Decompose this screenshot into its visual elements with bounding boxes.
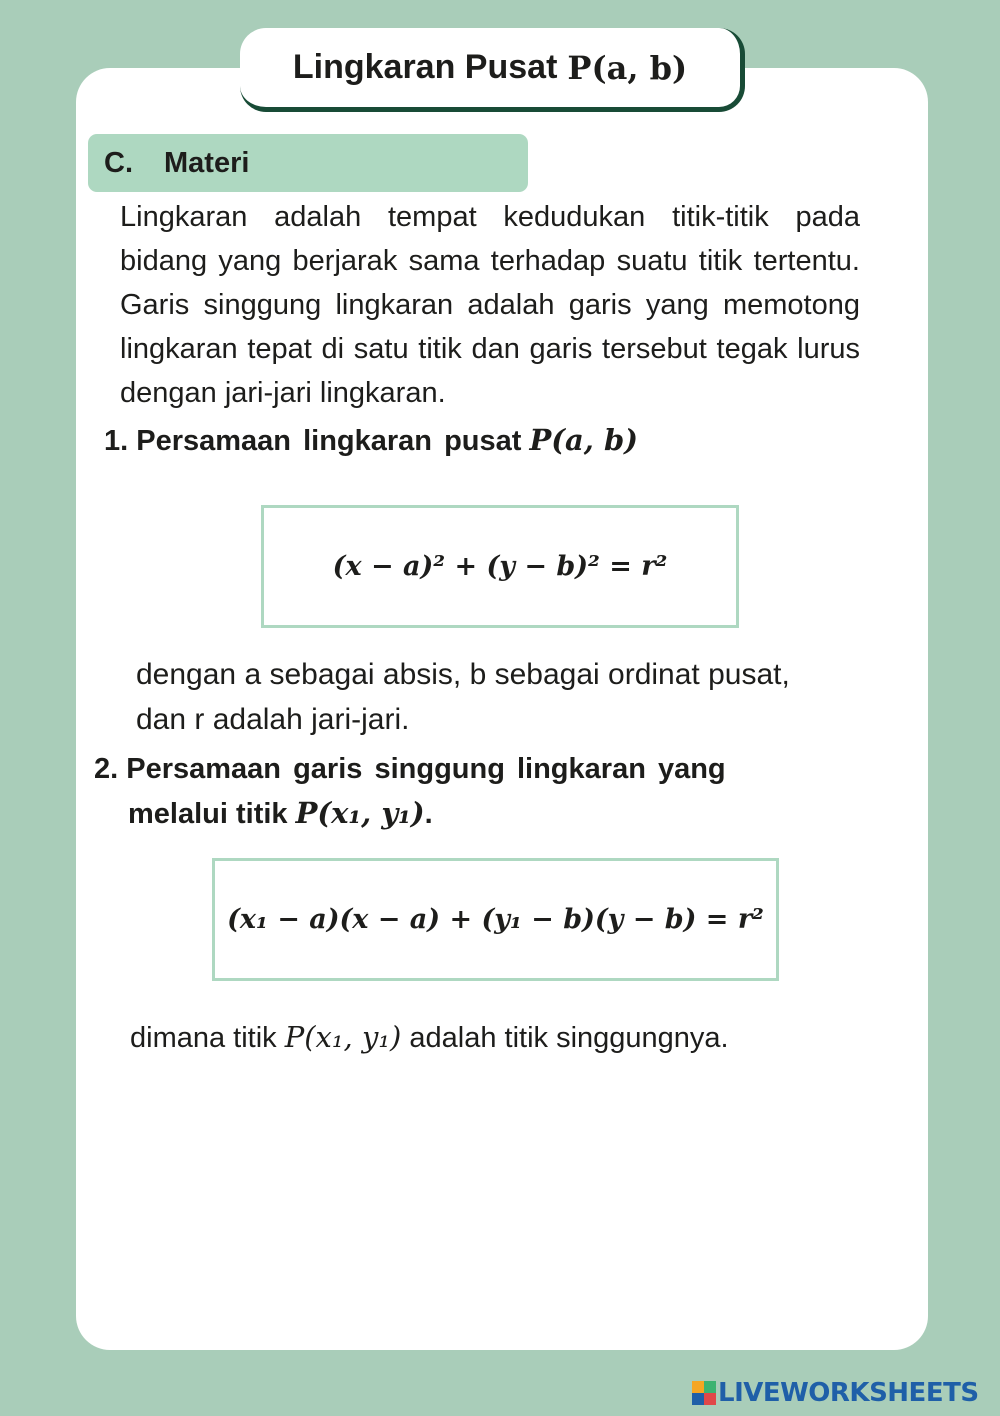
item2-note-math: P(x₁, y₁) <box>284 1020 402 1054</box>
item2-note-before: dimana titik <box>130 1022 277 1054</box>
liveworksheets-logo <box>692 1378 979 1408</box>
liveworksheets-brand: LIVEWORKSHEETS <box>718 1378 979 1408</box>
section-header <box>88 134 528 192</box>
item1-number: 1. <box>104 425 129 457</box>
page-title <box>240 28 745 112</box>
formula-box-2 <box>212 858 779 981</box>
item1-explanation-line1: dengan a sebagai absis, b sebagai ordinat pusat, <box>136 658 790 691</box>
item2-heading-text2: melalui titik <box>128 798 288 830</box>
item2-heading-text: Persamaan garis singgung lingkaran yang <box>126 753 726 785</box>
section-name: Materi <box>164 147 250 179</box>
item1-explanation-line2: dan r adalah jari-jari. <box>136 703 410 736</box>
item2-heading-end: . <box>424 798 433 830</box>
liveworksheets-logo-icon <box>692 1381 716 1405</box>
formula-tangent-equation: (x₁ − a)(x − a) + (y₁ − b)(y − b) = r² <box>227 904 764 935</box>
item2-note <box>130 1020 729 1055</box>
formula-circle-equation: (x − a)² + (y − b)² = r² <box>332 551 668 582</box>
section-letter: C. <box>104 147 133 179</box>
item2-heading-math: P(x₁, y₁) <box>295 796 425 830</box>
item2-note-after: adalah titik singgungnya. <box>409 1022 729 1054</box>
item2-heading-line1 <box>94 753 726 786</box>
item1-heading-text: Persamaan lingkaran pusat <box>136 425 522 457</box>
item1-heading <box>104 423 638 458</box>
title-text: Lingkaran Pusat <box>292 48 558 86</box>
item2-heading-line2 <box>128 796 433 831</box>
formula-box-1 <box>261 505 739 628</box>
item2-number: 2. <box>94 753 119 785</box>
item1-heading-math: P(a, b) <box>529 423 638 457</box>
intro-paragraph: Lingkaran adalah tempat kedudukan titik-titik pada bidang yang berjarak sama terhadap suatu titik tertentu. Garis singgung lingkaran adalah garis yang memotong lingkaran tepat di satu titik dan garis tersebut tegak lurus dengan jari-jari lingkaran. <box>120 201 860 409</box>
title-math: P(a, b) <box>567 48 688 87</box>
